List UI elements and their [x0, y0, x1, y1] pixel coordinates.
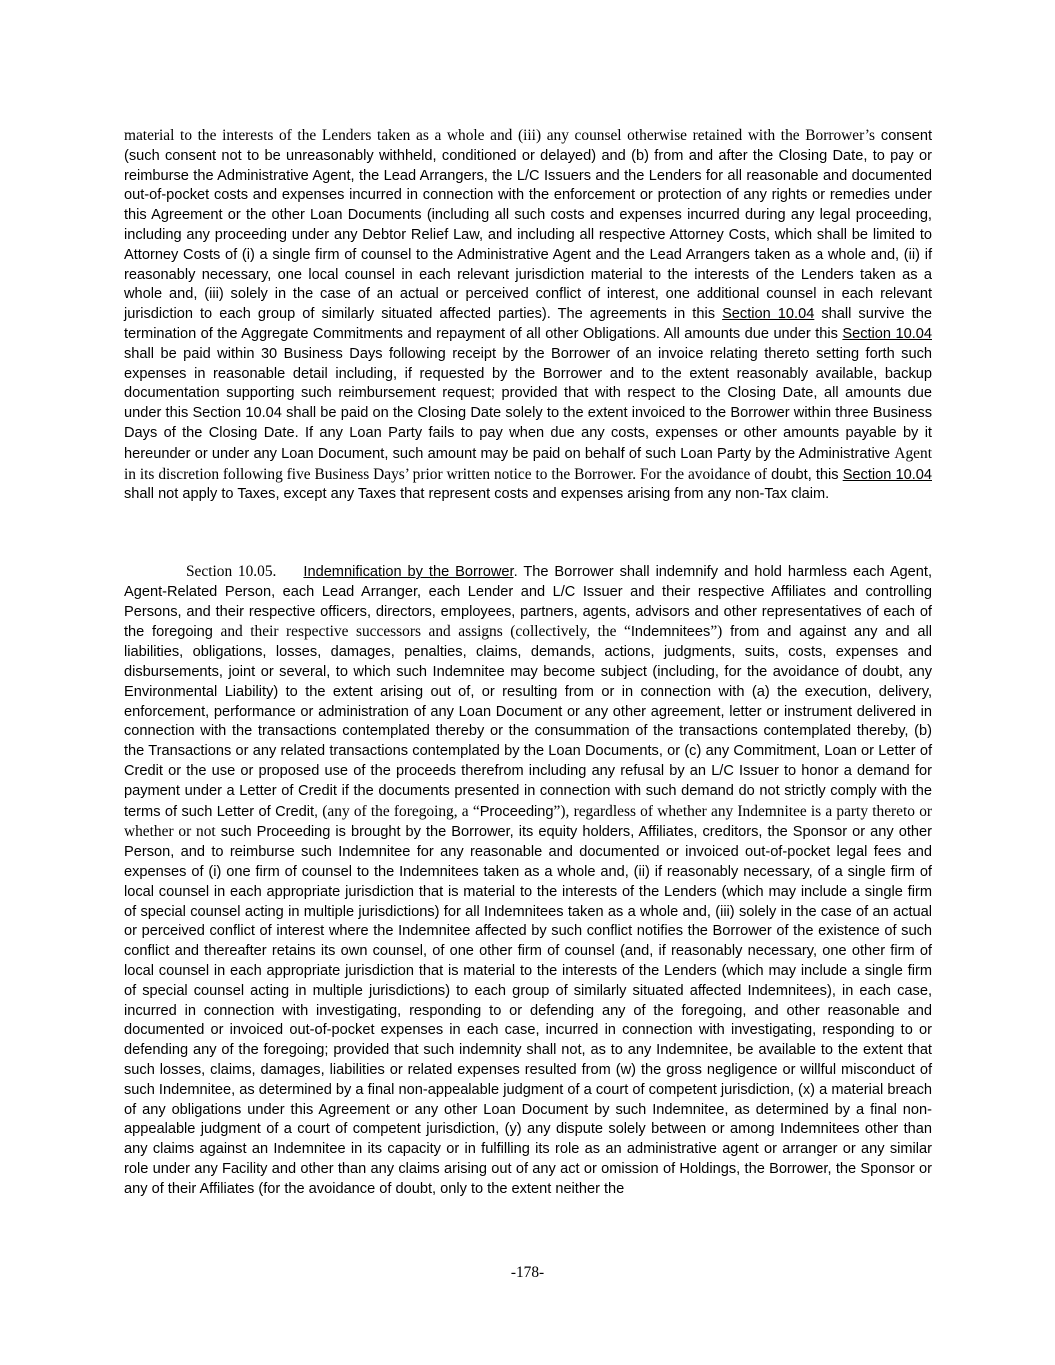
section-reference: Section 10.04 — [842, 325, 932, 342]
text-run: shall survive the termination of the Aggregate Commitments and repayment of all other Obligations. All amounts due under this — [124, 306, 932, 342]
text-run: such Proceeding is brought by the Borrower, its equity holders, Affiliates, creditors, the Sponsor or any other Person, and to reimburse such Indemnitee for any reasonable and documented or invoiced out-of-pocket legal fees and expenses of (i) one firm of counsel to the Indemnitees taken as a whole and, (ii) if reasonably necessary, of a single firm of local counsel in each appropriate jurisdiction that is material to the interests of the Lenders (which may include a single firm of special counsel acting in multiple jurisdictions) for all Indemnitees taken as a whole and, (iii) solely in the case of an actual or perceived conflict of interest where the Indemnitee affected by such conflict notifies the Borrower of the existence of such conflict and thereafter retains its own counsel, of one other firm of counsel (and, if reasonably necessary, one other firm of local counsel in each appropriate jurisdiction that is material to the interests of the Lenders (which may include a single firm of special counsel acting in multiple jurisdictions) to each group of similarly situated affected Indemnitees), in each case, incurred in connection with investigating, responding to or defending any of the foregoing, and other reasonable and documented or invoiced out-of-pocket expenses in each case, incurred in connection with investigating, responding to or defending any of the foregoing; provided that such indemnity shall not, as to any Indemnitee, be available to the extent that such losses, claims, damages, liabilities or related expenses resulted from (w) the gross negligence or willful misconduct of such Indemnitee, as determined by a final non-appealable judgment of a court of competent jurisdiction, (x) a material breach of any obligations under this Agreement or any other Loan Document by such Indemnitee, as determined by a final non-appealable judgment of a court of competent jurisdiction, (y) any dispute solely between or among Indemnitees other than any claims against an Indemnitee in its capacity or in fulfilling its role as an administrative agent or arranger or any similar role under any Facility and other than any claims arising out of any act or omission of Holdings, the Borrower, the Sponsor or any of their Affiliates (for the avoidance of doubt, only to the extent neither the — [124, 824, 932, 1197]
text-run: consent (such consent not to be unreasonably withheld, conditioned or delayed) and (b) from and after the Closing Date, to pay or reimburse the Administrative Agent, the Lead Arrangers, the L/C Issuers and the Lenders for all reasonable and documented out-of-pocket costs and expenses incurred in connection with the enforcement or protection of any rights or remedies under this Agreement or the other Loan Documents (including all such costs and expenses incurred during any legal proceeding, including any proceeding under any Debtor Relief Law, and including all respective Attorney Costs, which shall be limited to Attorney Costs of (i) a single firm of counsel to the Administrative Agent and the Lead Arrangers taken as a whole and, (ii) if reasonably necessary, one local counsel in each relevant jurisdiction material to the interests of the Lenders taken as a whole and, (iii) solely in the case of an actual or perceived conflict of interest, one additional counsel in each relevant jurisdiction to each group of similarly situated affected parties). The agreements in this — [124, 128, 933, 323]
section-title: Indemnification by the Borrower — [303, 564, 514, 580]
defined-term: Indemnitees — [630, 624, 711, 641]
text-run: (any of the foregoing, a “ — [318, 802, 480, 820]
text-run: shall be paid within 30 Business Days following receipt by the Borrower of an invoice relating thereto setting forth such expenses in reasonable detail including, if requested by the Borrower and to the extent reasonably available, backup documentation supporting such reimbursement request; provided that with respect to the Closing Date, all amounts due under this Section 10.04 shall be paid on the Closing Date solely to the extent invoiced to the Borrower within three Business Days of the Closing Date. If any Loan Party fails to pay when due any costs, expenses or other amounts payable by it hereunder or under any Loan Document, such amount may be paid on behalf of such Loan Party by the Administrative — [124, 345, 932, 462]
page-number: -178- — [510, 1264, 545, 1281]
text-run: material to the interests of the Lenders taken as a whole and (iii) any counsel otherwise retained with the Borrower’s — [124, 127, 876, 144]
text-run: doubt, this — [767, 466, 843, 483]
text-run: . The Borrower shall indemnify and hold harmless each Agent, Agent-Related Person, each Lead Arranger, each Lender and L/C Issuer and their respective Affiliates and controlling Persons, and their respective officers, directors, employees, partners, agents, advisors and other representatives of each of the foregoing — [124, 564, 933, 641]
text-run: shall not apply to Taxes, except any Taxes that represent costs and expenses arising from any non-Tax claim. — [124, 486, 830, 503]
section-reference: Section 10.04 — [722, 306, 815, 323]
paragraph-section-10-04-continuation — [124, 126, 932, 505]
text-run: ”), regardless of whether any Indemnitee is a party thereto or whether or not — [124, 802, 933, 841]
text-run: from and against any and all liabilities, obligations, losses, damages, penalties, claims, demands, actions, judgments, suits, costs, expenses and disbursements, joint or several, to which such Indemnitee may become subject (including, for the avoidance of doubt, any Environmental Liability) to the extent arising out of, or resulting from or in connection with (a) the execution, delivery, enforcement, performance or administration of any Loan Document or any other agreement, letter or instrument delivered in connection with the transactions contemplated thereby or the consummation of the transactions contemplated thereby, (b) the Transactions or any related transactions contemplated by the Loan Documents, or (c) any Commitment, Loan or Letter of Credit or the use or proposed use of the proceeds therefrom including any refusal by an L/C Issuer to honor a demand for payment under a Letter of Credit if the documents presented in connection with such demand do not strictly comply with the terms of such Letter of Credit, — [124, 624, 932, 820]
defined-term: Proceeding — [479, 803, 554, 820]
section-reference: Section 10.04 — [842, 466, 932, 483]
text-run: Agent in its discretion following five Business Days’ prior written notice to the Borrower. For the avoidance of — [124, 444, 932, 483]
section-number: Section 10.05. — [186, 563, 277, 580]
text-run: and their respective successors and assigns (collectively, the “ — [212, 623, 631, 641]
paragraph-section-10-05 — [124, 562, 932, 1200]
text-run: ”) — [710, 623, 723, 641]
